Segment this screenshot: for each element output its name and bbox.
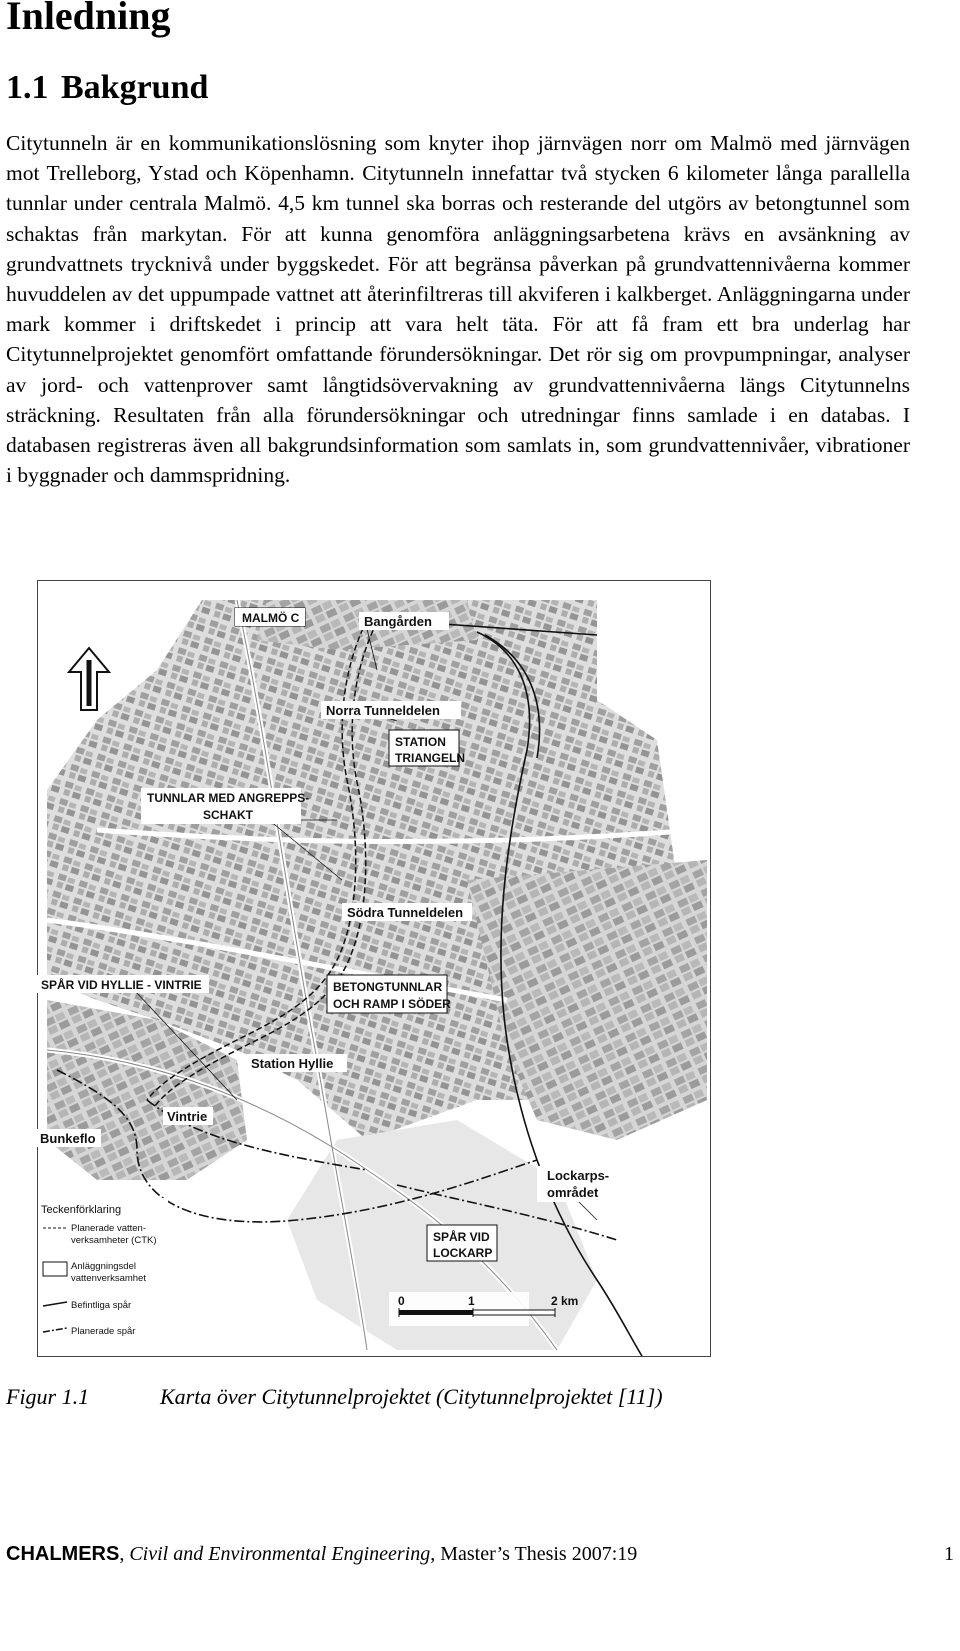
label-spar-hyllie: SPÅR VID HYLLIE - VINTRIE (41, 978, 202, 992)
label-station-triangeln-2: TRIANGELN (395, 751, 465, 765)
legend-title: Teckenförklaring (41, 1204, 122, 1216)
section-heading: 1.1 Bakgrund (6, 69, 209, 106)
page-footer (6, 1542, 910, 1566)
label-norra-tunneldelen: Norra Tunneldelen (326, 703, 440, 718)
figure-label: Figur 1.1 (6, 1384, 90, 1409)
legend-item4: Planerade spår (71, 1326, 136, 1337)
body-paragraph: Citytunneln är en kommunikationslösning som knyter ihop järnvägen norr om Malmö med järnvägen mot Trelleborg, Ystad och Köpenhamn. Citytunneln innefattar två stycken 6 kilometer långa parallella tunnlar under centrala Malmö. 4,5 km tunnel ska borras och resterande del utgörs av betongtunnel som schaktas från markytan. För att kunna genomföra anläggningsarbetena krävs en avsänkning av grundvattnets trycknivå under byggskedet. För att begränsa påverkan på grundvattennivåerna kommer huvuddelen av det uppumpade vattnet att återinfiltreras till akviferen i kalkberget. Anläggningarna under mark kommer i driftskedet i princip att vara helt täta. För att få fram ett bra underlag har Citytunnelprojektet genomfört omfattande förundersökningar. Det rör sig om provpumpningar, analyser av jord- och vattenprover samt långtidsövervakning av grundvattennivåerna längs Citytunnelns sträckning. Resultaten från alla förundersökningar och utredningar finns samlade i en databas. I databasen registreras även all bakgrundsinformation som samlats in, som grundvattennivåer, vibrationer i byggnader och dammspridning. (6, 131, 910, 488)
scale-0: 0 (398, 1294, 405, 1308)
legend-item2-line2: vattenverksamhet (71, 1273, 146, 1284)
label-malmo-c: MALMÖ C (242, 611, 300, 625)
label-station-hyllie: Station Hyllie (251, 1056, 334, 1071)
figure-caption: Karta över Citytunnelprojektet (Citytunnelprojektet [11]) (160, 1384, 663, 1409)
label-tunnlar-1: TUNNLAR MED ANGREPPS- (147, 791, 310, 805)
map-legend (38, 1198, 168, 1356)
label-lockarps-1: Lockarps- (547, 1168, 610, 1183)
label-sodra-tunneldelen: Södra Tunneldelen (347, 905, 464, 920)
label-station-triangeln-1: STATION (395, 735, 446, 749)
legend-item2-line1: Anläggningsdel (71, 1261, 136, 1272)
label-lockarps-2: området (547, 1185, 599, 1200)
scale-2km: 2 km (551, 1294, 579, 1308)
chapter-heading: Inledning (6, 0, 171, 38)
label-spar-lockarp-1: SPÅR VID (433, 1230, 490, 1244)
footer-rest: , Master’s Thesis 2007:19 (430, 1543, 638, 1565)
label-betong-1: BETONGTUNNLAR (333, 980, 443, 994)
label-bunkeflo: Bunkeflo (40, 1131, 96, 1146)
label-tunnlar-2: SCHAKT (203, 808, 253, 822)
citytunnel-map (37, 580, 711, 1357)
legend-item1-line1: Planerade vatten- (71, 1223, 146, 1234)
footer-sep: , (119, 1543, 130, 1565)
scale-1: 1 (468, 1294, 475, 1308)
footer-org: CHALMERS (6, 1543, 120, 1565)
legend-item3: Befintliga spår (71, 1300, 132, 1311)
label-vintrie: Vintrie (167, 1109, 208, 1124)
footer-dept: Civil and Environmental Engineering (129, 1543, 431, 1565)
label-spar-lockarp-2: LOCKARP (433, 1246, 493, 1260)
label-betong-2: OCH RAMP I SÖDER (333, 997, 451, 1011)
label-bangarden: Bangården (364, 614, 432, 629)
legend-item1-line2: verksamheter (CTK) (71, 1235, 157, 1246)
page-number: 1 (944, 1543, 954, 1565)
